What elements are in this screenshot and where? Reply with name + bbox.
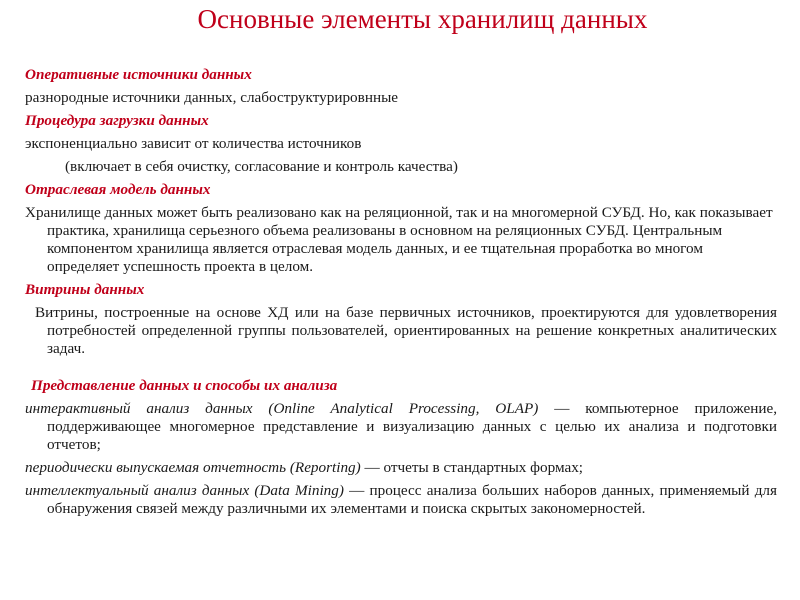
list-item-reporting <box>25 459 777 477</box>
slide-content <box>25 66 777 523</box>
text-operational-sources: разнородные источники данных, слабоструктурировнные <box>25 89 399 106</box>
desc-olap: — компьютерное приложение, поддерживающее многомерное представление и визуализацию данных с целью их анализа и подготовки отчетов; <box>47 400 777 453</box>
heading-analysis-methods: Представление данных и способы их анализа <box>31 377 338 394</box>
desc-data-mining: — процесс анализа больших наборов данных, применяемый для обнаружения связей между различными их элементами и поиска скрытых закономерностей. <box>47 482 777 517</box>
slide-title: Основные элементы хранилищ данных <box>197 4 648 34</box>
list-item-data-mining <box>25 482 777 518</box>
desc-reporting: — отчеты в стандартных формах; <box>360 459 584 476</box>
term-data-mining: интеллектуальный анализ данных (Data Mining) <box>25 482 344 499</box>
text-load-procedure: экспоненциально зависит от количества источников <box>25 135 362 152</box>
list-item-olap <box>25 400 777 454</box>
heading-industry-model: Отраслевая модель данных <box>25 181 211 198</box>
term-reporting: периодически выпускаемая отчетность (Reporting) <box>25 459 361 476</box>
text-data-marts: Витрины, построенные на основе ХД или на базе первичных источников, проектируются для удовлетворения потребностей определенной группы пользователей, ориентированных на решение конкретных аналитических задач. <box>35 304 777 357</box>
text-load-procedure-note: (включает в себя очистку, согласование и контроль качества) <box>65 158 458 175</box>
text-industry-model: Хранилище данных может быть реализовано как на реляционной, так и на многомерной СУБД. Но, как показывает практика, хранилища серьезного объема реализованы в основном на реляционных СУБД. Центральным компонентом хранилища является отраслевая модель данных, и ее тщательная проработка во многом определяет успешность проекта в целом. <box>25 204 773 275</box>
heading-load-procedure: Процедура загрузки данных <box>25 112 209 129</box>
heading-operational-sources: Оперативные источники данных <box>25 66 252 83</box>
heading-data-marts: Витрины данных <box>25 281 145 298</box>
spacer <box>25 363 777 377</box>
term-olap: интерактивный анализ данных (Online Analytical Processing, OLAP) <box>25 400 539 417</box>
